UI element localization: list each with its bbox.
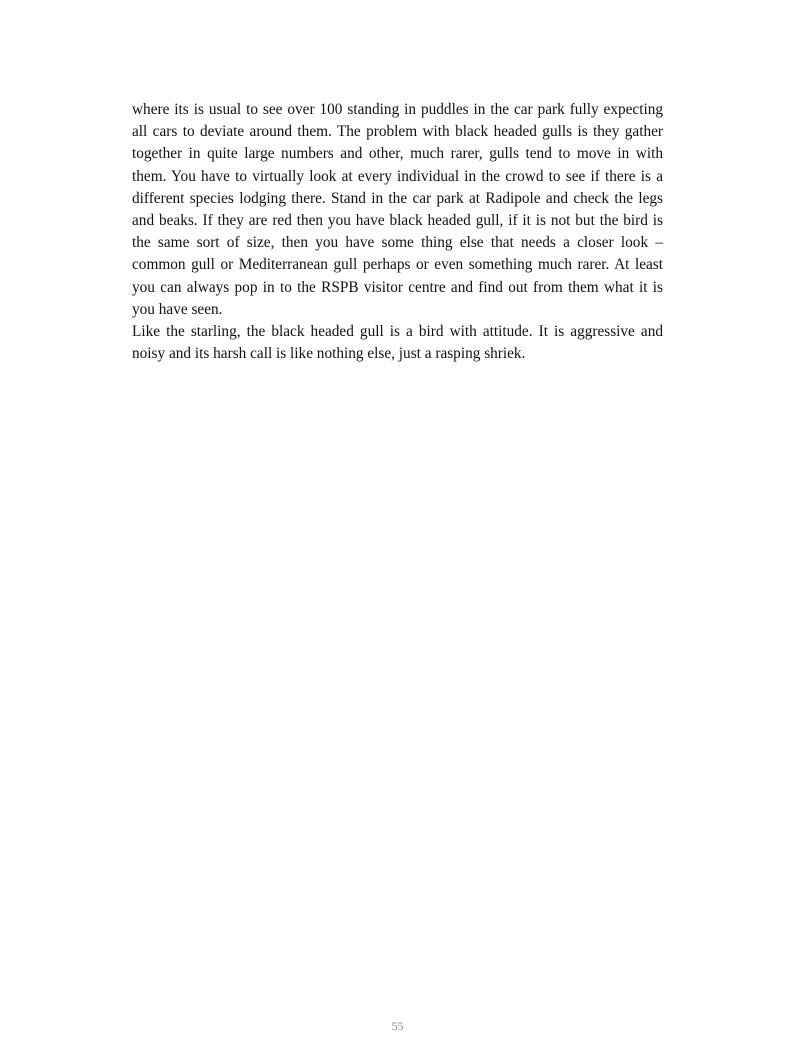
paragraph-gull-attitude: Like the starling, the black headed gull is a bird with attitude. It is aggressive and noisy and its harsh call is like nothing else, just a rasping shriek.: [132, 323, 663, 363]
paragraph-gulls-car-park: where its is usual to see over 100 standing in puddles in the car park fully expecting all cars to deviate around them. The problem with black headed gulls is they gather together in quite large numbers and other, much rarer, gulls tend to move in with them. You have to virtually look at every individual in the crowd to see if there is a different species lodging there. Stand in the car park at Radipole and check the legs and beaks. If they are red then you have black headed gull, if it is not but the bird is the same sort of size, then you have some thing else that needs a closer look – common gull or Mediterranean gull perhaps or even something much rarer. At least you can always pop in to the RSPB visitor centre and find out from them what it is you have seen.: [132, 101, 663, 318]
page-number: 55: [391, 1019, 404, 1033]
body-text: [132, 99, 663, 365]
